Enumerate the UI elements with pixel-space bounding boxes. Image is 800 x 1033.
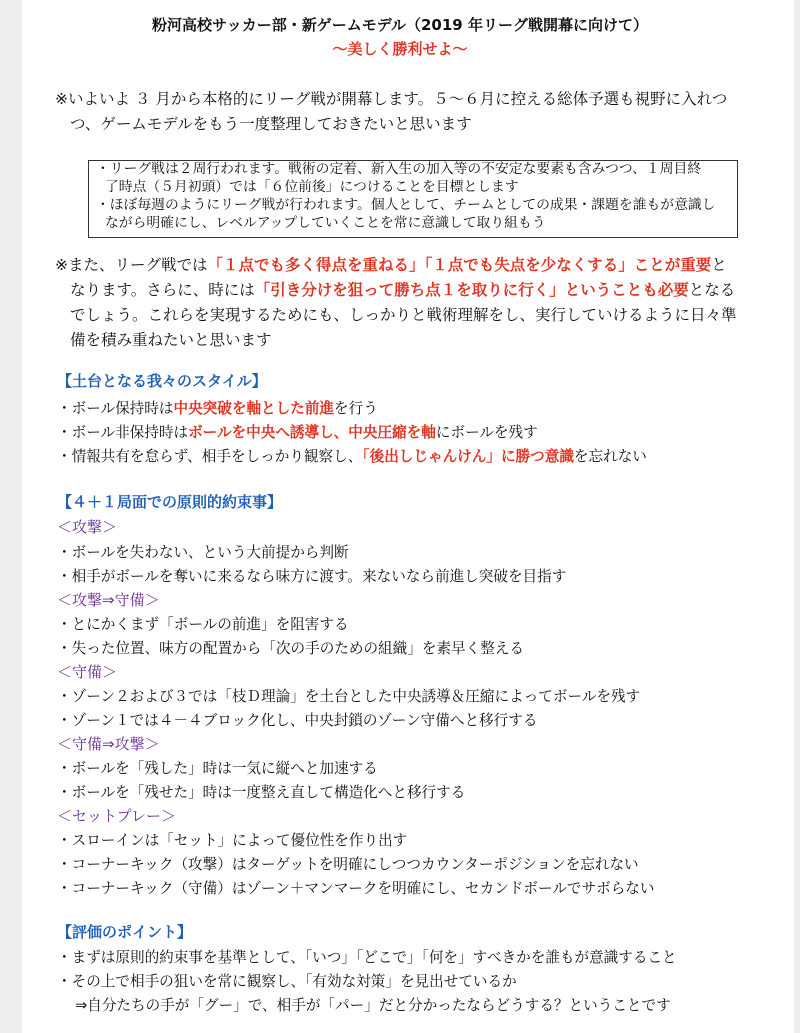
attack-label: ＜攻撃＞ [57,518,118,536]
page-subtitle: ～美しく勝利せよ～ [332,40,468,58]
setplay-bullet-1: ・スローインは「セット」によって優位性を作り出す [57,832,408,849]
style-bullet-2 [57,421,538,442]
league-line-2 [70,277,735,303]
style-bullet-3-end: を忘れない [573,448,647,465]
style-bullet-2-emphasis: ボールを中央へ誘導し、中央圧縮を軸 [188,424,436,441]
style-heading: 【土台となる我々のスタイル】 [57,372,267,390]
def-to-att-bullet-2: ・ボールを「残せた」時は一度整え直して構造化へと移行する [57,784,466,801]
style-bullet-1-text: ・ボール保持時は [57,400,174,417]
style-bullet-2-end: にボールを残す [435,424,538,441]
notice-line-4: ながら明確にし、レベルアップしていくことを常に意識して取り組もう [105,215,546,231]
defense-label: ＜守備＞ [57,663,118,681]
style-bullet-3-emphasis: 「後出しじゃんけん」に勝つ意識 [362,448,574,465]
att-to-def-bullet-1: ・とにかくまず「ボールの前進」を阻害する [57,616,349,633]
style-bullet-1 [57,397,378,418]
setplay-bullet-3: ・コーナーキック（守備）はゾーン＋マンマークを明確にし、セカンドボールでサボらない [57,880,655,897]
setplay-label: ＜セットプレー＞ [57,807,176,825]
right-margin-bar [794,0,800,1033]
league-line-2-emphasis: 「引き分けを狙って勝ち点１を取りに行く」ということも必要 [254,281,689,299]
style-bullet-1-emphasis: 中央突破を軸とした前進 [173,400,335,417]
style-bullet-3 [57,445,647,466]
attack-bullet-1: ・ボールを失わない、という大前提から判断 [57,544,349,561]
evaluation-bullet-1: ・まずは原則的約束事を基準として、「いつ」「どこで」「何を」すべきかを誰もが意識すること [57,949,677,966]
att-to-def-label: ＜攻撃⇒守備＞ [57,591,160,609]
defense-bullet-2: ・ゾーン１では４－４ブロック化し、中央封鎖のゾーン守備へと移行する [57,712,538,729]
notice-line-1: ・リーグ戦は２周行われます。戦術の定着、新入生の加入等の不安定な要素も含みつつ、１周目終 [96,161,702,177]
attack-bullet-2: ・相手がボールを奪いに来るなら味方に渡す。来ないなら前進し突破を目指す [57,568,567,585]
evaluation-bullet-2: ・その上で相手の狙いを常に観察し、「有効な対策」を見出せているか [57,973,517,990]
principles-heading: 【４＋１局面での原則的約束事】 [57,493,283,511]
page-title: 粉河高校サッカー部・新ゲームモデル（2019 年リーグ戦開幕に向けて） [152,16,648,34]
setplay-bullet-2: ・コーナーキック（攻撃）はターゲットを明確にしつつカウンターポジションを忘れない [57,856,639,873]
league-line-1-end: と [711,256,727,274]
intro-line-1: ※いよいよ ３ 月から本格的にリーグ戦が開幕します。５～６月に控える総体予選も視野に入れつ [55,90,728,108]
league-line-1-text: ※また、リーグ戦では [55,256,208,274]
def-to-att-bullet-1: ・ボールを「残した」時は一気に縦へと加速する [57,760,378,777]
notice-line-2: 了時点（５月初頭）では「６位前後」につけることを目標とします [105,179,519,195]
league-line-1-emphasis: 「１点でも多く得点を重ねる」「１点でも失点を少なくする」ことが重要 [207,256,712,274]
def-to-att-label: ＜守備⇒攻撃＞ [57,735,160,753]
defense-bullet-1: ・ゾーン２および３では「枝Ｄ理論」を土台とした中央誘導＆圧縮によってボールを残す [57,688,641,705]
league-line-2-end: となる [688,281,736,299]
evaluation-bullet-3: ⇒自分たちの手が「グー」で、相手が「パー」だと分かったならどうする？ということです [75,997,671,1014]
style-bullet-1-end: を行う [334,400,378,417]
league-line-1 [55,252,727,278]
evaluation-heading: 【評価のポイント】 [57,923,193,941]
att-to-def-bullet-2: ・失った位置、味方の配置から「次の手のための組織」を素早く整える [57,640,525,657]
league-line-4: 備を積み重ねたいと思います [70,331,272,349]
notice-line-3: ・ほぼ毎週のようにリーグ戦が行われます。個人として、チームとしての成果・課題を誰もが意識し [96,197,716,213]
intro-line-2: つ、ゲームモデルをもう一度整理しておきたいと思います [70,115,472,133]
style-bullet-2-text: ・ボール非保持時は [57,424,189,441]
league-line-3: でしょう。これらを実現するためにも、しっかりと戦術理解をし、実行していけるように日々準 [70,306,737,324]
style-bullet-3-text: ・情報共有を怠らず、相手をしっかり観察し、 [57,448,363,465]
left-margin-bar [0,0,22,1033]
league-line-2-text: なります。さらに、時には [70,281,255,299]
